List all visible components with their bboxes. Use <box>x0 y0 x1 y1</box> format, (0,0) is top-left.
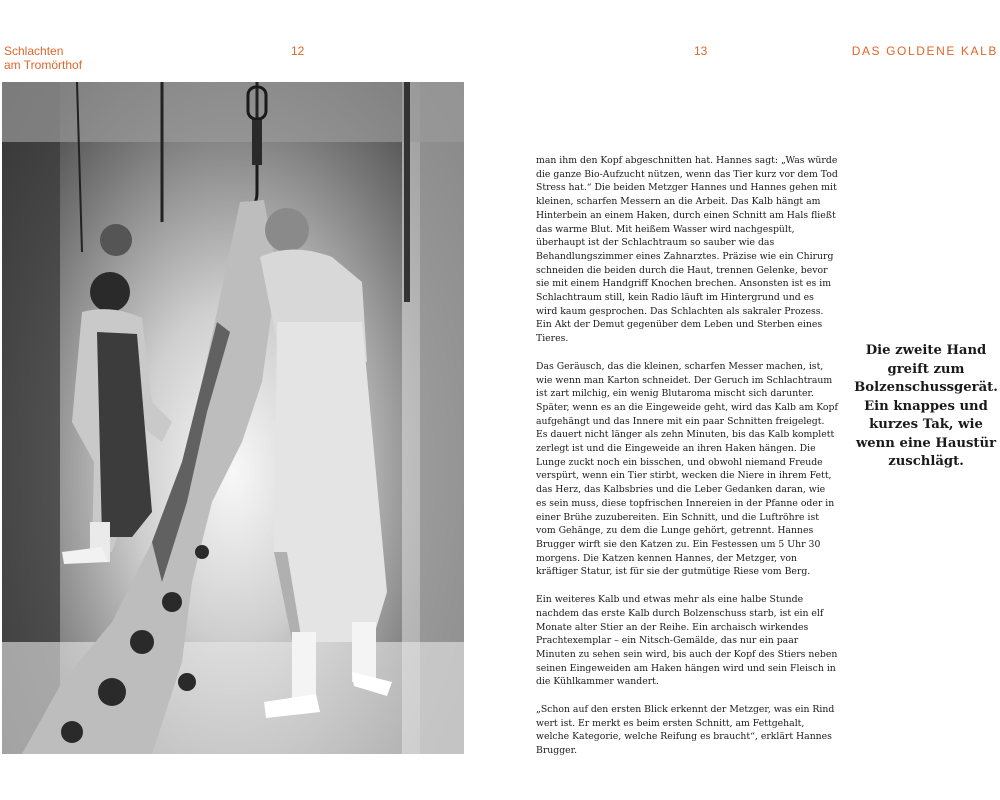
body-paragraph-2: Das Geräusch, das die kleinen, scharfen Messer machen, ist, wie wenn man Karton schneidet. Der Geruch im Schlachtraum ist zart milchig, ein wenig Blutaroma mischt sich darunter. Später, wenn es an die Eingeweide geht, wird das Kalb am Kopf aufgehängt und das Innere mit ein paar Schnitten freigelegt. Es dauert nicht länger als zehn Minuten, bis das Kalb komplett zerlegt ist und die Eingeweide an ihren Haken hängen. Die Lunge zuckt noch ein bisschen, und obwohl niemand Freude verspürt, wenn ein Tier stirbt, wecken die Niere in ihrem Fett, das Herz, das Kalbsbries und die Leber Gedanken daran, wie es sein muss, diese topfrischen Innereien in der Pfanne oder in einer Brühe zuzubereiten. Ein Schnitt, und die Luftröhre ist vom Gehänge, zu dem die Lunge gehört, getrennt. Hannes Brugger wirft sie den Katzen zu. Ein Festessen um 5 Uhr 30 morgens. Die Katzen kennen Hannes, der Metzger, von kräftiger Statur, ist für sie der gutmütige Riese vom Berg. <box>536 360 838 578</box>
section-title-line1: Schlachten <box>4 44 64 58</box>
article-body <box>536 154 838 772</box>
section-title-line2: am Tromörthof <box>4 58 83 72</box>
body-paragraph-4: „Schon auf den ersten Blick erkennt der Metzger, was ein Rind wert ist. Er merkt es beim ersten Schnitt, am Fettgehalt, welche Kategorie, welche Reifung es braucht“, erklärt Hannes Brugger. <box>536 704 835 757</box>
right-page-number: 13 <box>694 44 708 58</box>
chapter-title: DAS GOLDENE KALB <box>851 44 998 58</box>
left-page-number: 12 <box>291 44 305 58</box>
body-paragraph-3: Ein weiteres Kalb und etwas mehr als eine halbe Stunde nachdem das erste Kalb durch Bolzenschuss starb, ist ein elf Monate alter Stier an der Reihe. Ein archaisch wirkendes Prachtexemplar – ein Nitsch-Gemälde, das nur ein paar Minuten zu sehen sein wird, bis auch der Kopf des Stiers neben seinen Eingeweiden am Haken hängen wird und sein Fleisch in die Kühlkammer wandert. <box>536 594 838 688</box>
pull-quote: Die zweite Hand greift zum Bolzenschussgerät. Ein knappes und kurzes Tak, wie wenn eine Haustür zuschlägt. <box>854 343 998 469</box>
body-paragraph-1: man ihm den Kopf abgeschnitten hat. Hannes sagt: „Was würde die ganze Bio-Aufzucht nützen, wenn das Tier kurz vor dem Tod Stress hat.“ Die beiden Metzger Hannes und Hannes gehen mit kleinen, scharfen Messern an die Arbeit. Das Kalb hängt am Hinterbein an einem Haken, durch einen Schnitt am Hals fließt das warme Blut. Mit heißem Wasser wird nachgespült, überhaupt ist der Schlachtraum so sauber wie das Behandlungszimmer eines Zahnarztes. Präzise wie ein Chirurg schneiden die beiden durch die Haut, trennen Gelenke, bevor sie mit einem Handgriff Knochen brechen. Ansonsten ist es im Schlachtraum still, kein Radio läuft im Hintergrund und es wird kaum gesprochen. Das Schlachten als sakraler Prozess. Ein Akt der Demut gegenüber dem Leben und Sterben eines Tieres. <box>536 155 838 345</box>
header-section-title <box>4 44 82 72</box>
butcher-photo <box>2 82 464 754</box>
